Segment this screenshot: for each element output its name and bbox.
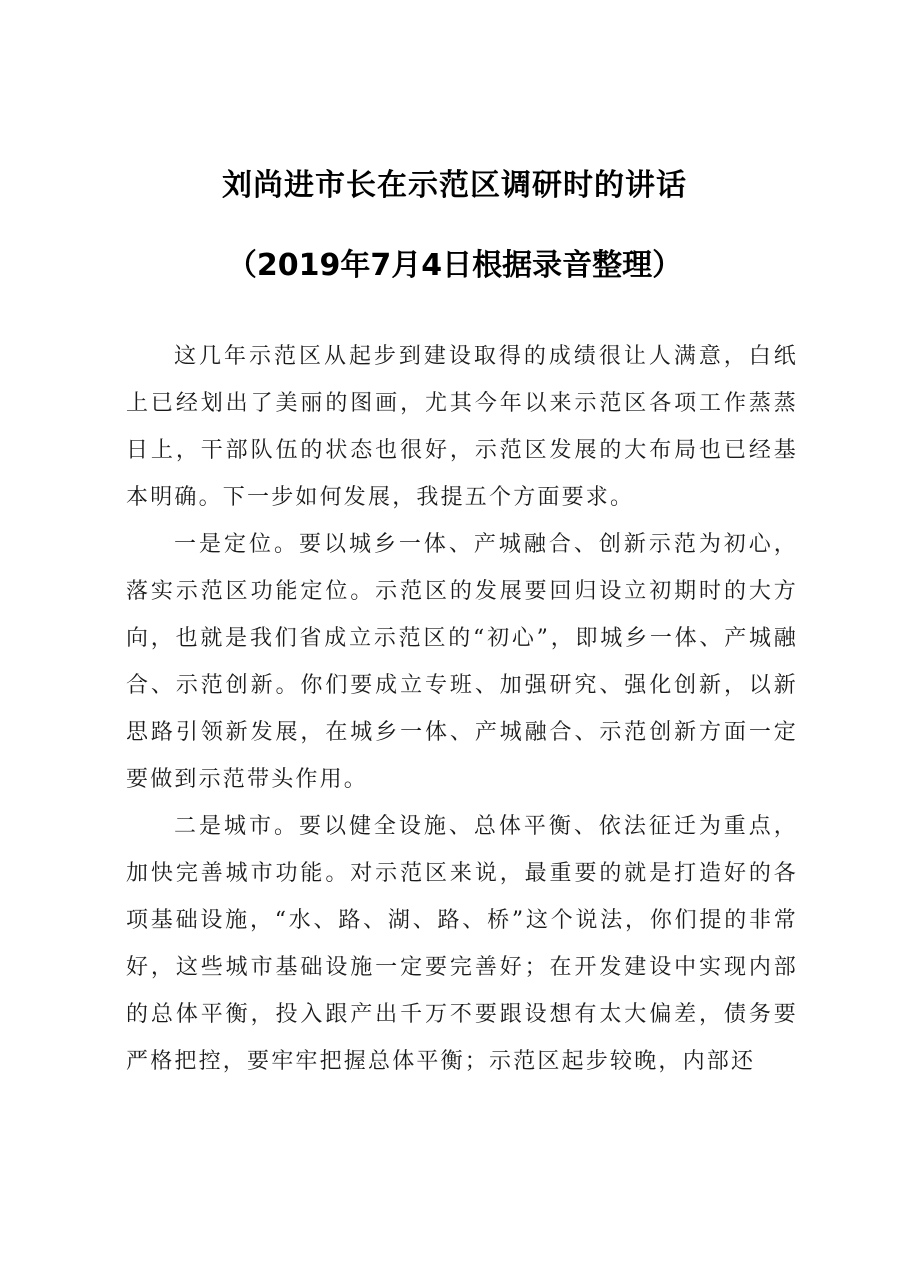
paragraph-intro: 这几年示范区从起步到建设取得的成绩很让人满意，白纸上已经划出了美丽的图画，尤其今年以来示范区各项工作蒸蒸日上，干部队伍的状态也很好，示范区发展的大布局也已经基本明确。下一步如何发展，我提五个方面要求。 [126,344,798,510]
document-body [126,333,798,1085]
document-subtitle: （2019年7月4日根据录音整理） [226,248,683,283]
paragraph-positioning: 一是定位。要以城乡一体、产城融合、创新示范为初心，落实示范区功能定位。示范区的发展要回归设立初期时的大方向，也就是我们省成立示范区的“初心”，即城乡一体、产城融合、示范创新。你们要成立专班、加强研究、强化创新，以新思路引领新发展，在城乡一体、产城融合、示范创新方面一定要做到示范带头作用。 [126,532,798,792]
paragraph-city: 二是城市。要以健全设施、总体平衡、依法征迁为重点，加快完善城市功能。对示范区来说，最重要的就是打造好的各项基础设施，“水、路、湖、路、桥”这个说法，你们提的非常好，这些城市基础设施一定要完善好；在开发建设中实现内部的总体平衡，投入跟产出千万不要跟设想有太大偏差，债务要严格把控，要牢牢把握总体平衡；示范区起步较晚，内部还 [126,814,798,1074]
document-title: 刘尚进市长在示范区调研时的讲话 [222,168,687,203]
